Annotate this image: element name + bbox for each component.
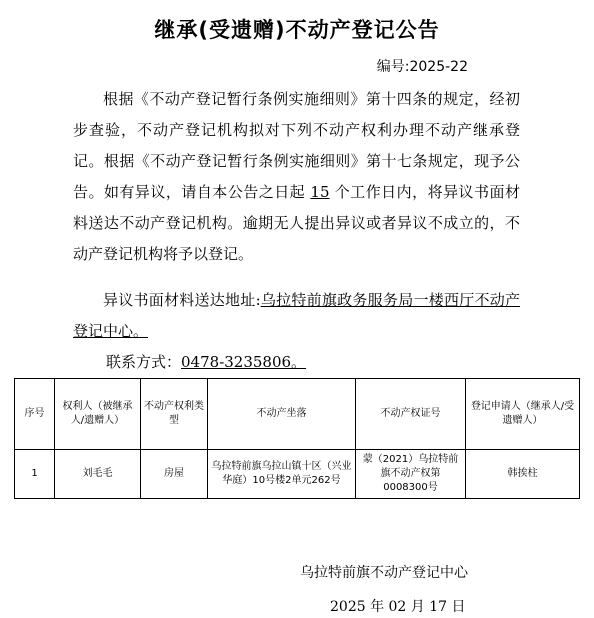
header-applicant: 登记申请人（继承人/受遗赠人） bbox=[466, 379, 580, 450]
header-serial: 序号 bbox=[15, 379, 55, 450]
cell-owner: 刘毛毛 bbox=[55, 450, 141, 499]
address-paragraph bbox=[73, 285, 520, 347]
cell-location: 乌拉特前旗乌拉山镇十区（兴业华庭）10号楼2单元262号 bbox=[208, 450, 356, 499]
notice-title: 继承(受遗赠)不动产登记公告 bbox=[154, 18, 440, 42]
header-right-type: 不动产权利类型 bbox=[141, 379, 208, 450]
header-location: 不动产坐落 bbox=[208, 379, 356, 450]
issuer-signature: 乌拉特前旗不动产登记中心 bbox=[300, 565, 468, 581]
header-owner: 权利人（被继承人/遗赠人） bbox=[55, 379, 141, 450]
cell-certificate: 蒙（2021）乌拉特前旗不动产权第0008300号 bbox=[356, 450, 466, 499]
objection-days: 15 bbox=[310, 183, 330, 201]
paragraph-text-after-days: 个工作日内，将异议书面材料送达不动产登记机构。逾期无人提出异议或者异议不成立的，不动产登记机构将予以登记。 bbox=[73, 183, 520, 263]
table-header-row bbox=[15, 379, 580, 450]
address-label: 异议书面材料送达地址: bbox=[103, 291, 261, 309]
document-number: 编号:2025-22 bbox=[376, 59, 468, 75]
table-row bbox=[15, 450, 580, 499]
notice-body-paragraph bbox=[73, 84, 520, 270]
contact-line bbox=[106, 351, 306, 372]
paragraph-text-before-days: 根据《不动产登记暂行条例实施细则》第十四条的规定，经初步查验，不动产登记机构拟对下列不动产权利办理不动产继承登记。根据《不动产登记暂行条例实施细则》第十七条规定，现予公告。如有异议，请自本公告之日起 bbox=[73, 90, 520, 201]
registration-table bbox=[14, 378, 580, 499]
cell-applicant: 韩挨柱 bbox=[466, 450, 580, 499]
contact-label: 联系方式： bbox=[106, 353, 182, 371]
address-value: 乌拉特前旗政务服务局一楼西厅不动产登记中心。 bbox=[73, 291, 520, 340]
cell-right-type: 房屋 bbox=[141, 450, 208, 499]
header-certificate: 不动产权证号 bbox=[356, 379, 466, 450]
contact-phone: 0478-3235806。 bbox=[181, 353, 307, 371]
issue-date: 2025 年 02 月 17 日 bbox=[330, 599, 466, 615]
cell-serial: 1 bbox=[15, 450, 55, 499]
